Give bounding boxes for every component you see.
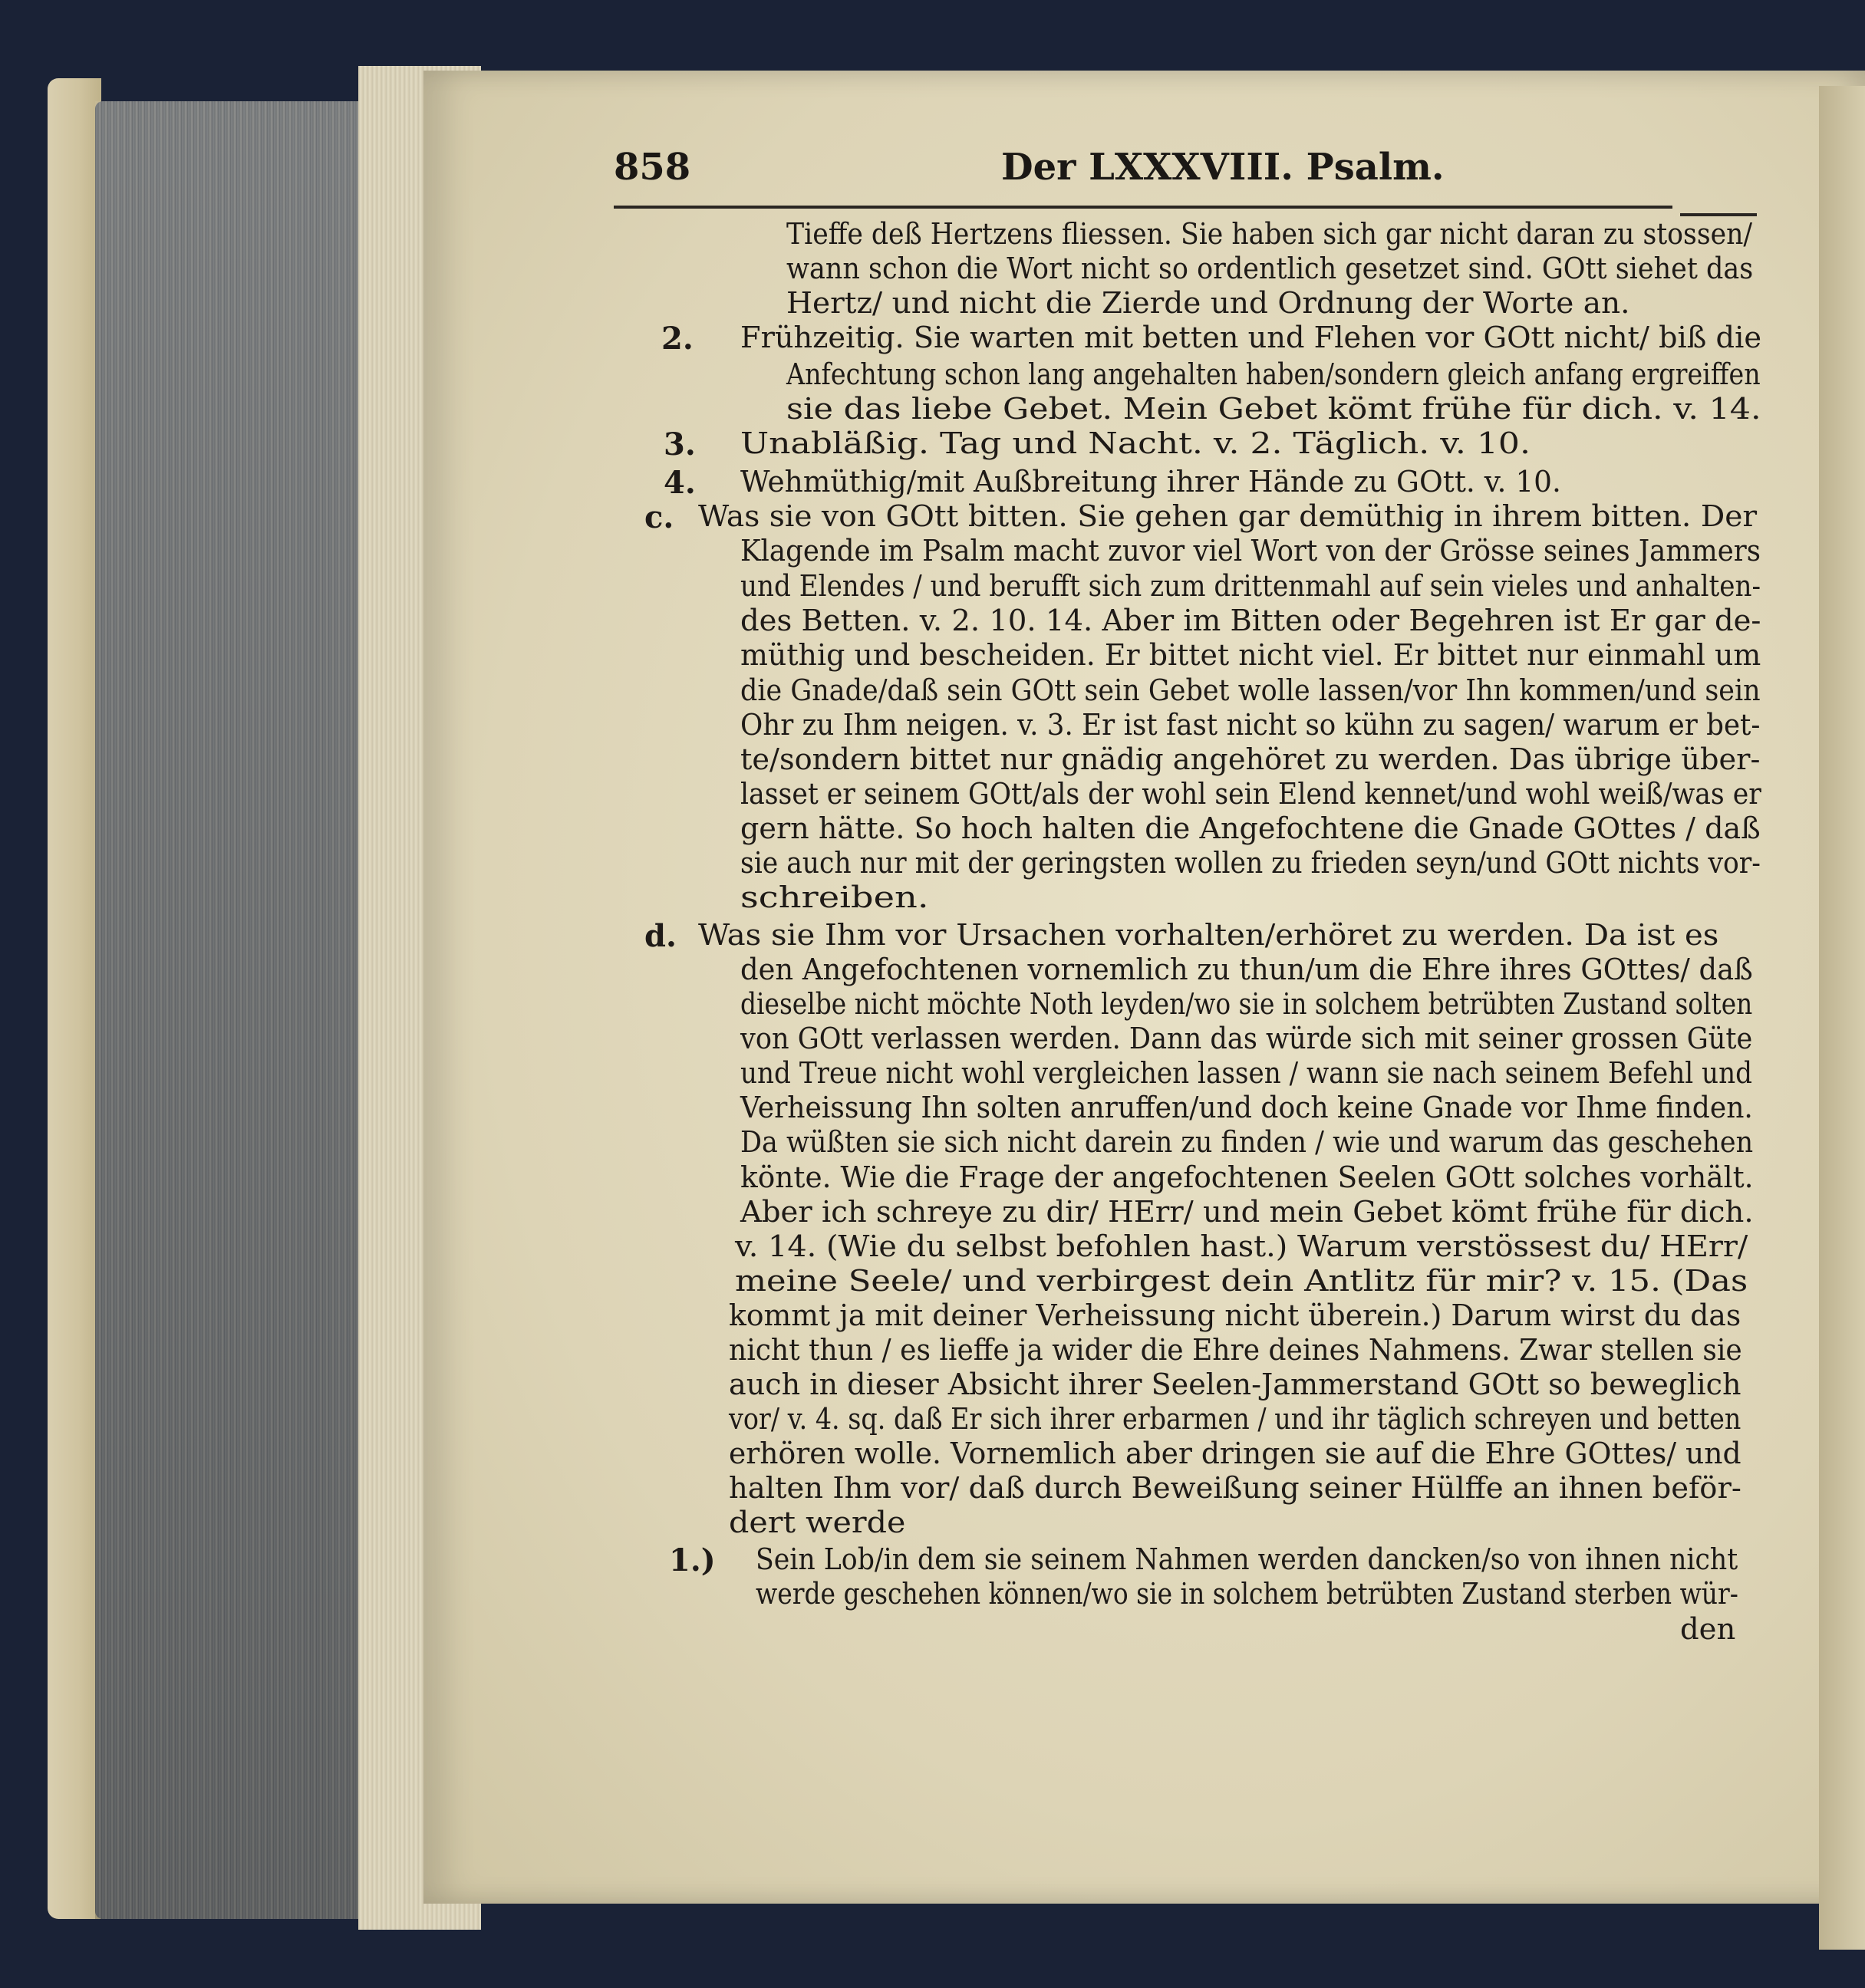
text-line: Aber ich schreye zu dir/ HErr/ und mein Gebet kömt frühe für dich. bbox=[740, 1195, 1754, 1229]
text-line: und Treue nicht wohl vergleichen lassen / wann sie nach seinem Befehl und bbox=[740, 1056, 1753, 1090]
text-line: den bbox=[1680, 1612, 1736, 1646]
text-line: Klagende im Psalm macht zuvor viel Wort von der Grösse seines Jammers bbox=[740, 534, 1761, 568]
list-marker: 4. bbox=[664, 465, 696, 501]
page-curl bbox=[1819, 86, 1865, 1950]
text-line: Ohr zu Ihm neigen. v. 3. Er ist fast nicht so kühn zu sagen/ warum er bet- bbox=[740, 708, 1761, 742]
text-line: die Gnade/daß sein GOtt sein Gebet wolle lassen/vor Ihn kommen/und sein bbox=[740, 673, 1761, 707]
text-line: erhören wolle. Vornemlich aber dringen sie auf die Ehre GOttes/ und bbox=[729, 1437, 1741, 1470]
text-line: v. 14. (Wie du selbst befohlen hast.) Warum verstössest du/ HErr/ bbox=[735, 1229, 1748, 1263]
header-rule bbox=[614, 206, 1672, 209]
text-line: nicht thun / es lieffe ja wider die Ehre deines Nahmens. Zwar stellen sie bbox=[729, 1333, 1742, 1367]
text-line: kommt ja mit deiner Verheissung nicht überein.) Darum wirst du das bbox=[729, 1298, 1741, 1332]
text-line: des Betten. v. 2. 10. 14. Aber im Bitten oder Begehren ist Er gar de- bbox=[740, 604, 1761, 637]
text-line: Frühzeitig. Sie warten mit betten und Flehen vor GOtt nicht/ biß die bbox=[740, 321, 1762, 354]
text-line: Tieffe deß Hertzens fliessen. Sie haben sich gar nicht daran zu stossen/ bbox=[786, 217, 1753, 251]
list-marker: d. bbox=[644, 918, 677, 954]
text-line: Anfechtung schon lang angehalten haben/sondern gleich anfang ergreiffen bbox=[786, 357, 1761, 391]
text-line: vor/ v. 4. sq. daß Er sich ihrer erbarmen / und ihr täglich schreyen und betten bbox=[729, 1402, 1741, 1436]
page-number: 858 bbox=[614, 146, 691, 189]
text-line: dieselbe nicht möchte Noth leyden/wo sie in solchem betrübten Zustand solten bbox=[740, 987, 1753, 1021]
text-line: sie auch nur mit der geringsten wollen zu frieden seyn/und GOtt nichts vor- bbox=[740, 846, 1761, 880]
text-line: schreiben. bbox=[740, 880, 929, 914]
text-line: Hertz/ und nicht die Zierde und Ordnung der Worte an. bbox=[786, 286, 1630, 320]
text-line: Da wüßten sie sich nicht darein zu finden / wie und warum das geschehen bbox=[740, 1125, 1754, 1159]
text-line: von GOtt verlassen werden. Dann das würde sich mit seiner grossen Güte bbox=[740, 1022, 1753, 1055]
text-line: Verheissung Ihn solten anruffen/und doch keine Gnade vor Ihme finden. bbox=[740, 1091, 1753, 1124]
text-line: sie das liebe Gebet. Mein Gebet kömt frühe für dich. v. 14. bbox=[786, 392, 1761, 426]
text-line: gern hätte. So hoch halten die Angefochtene die Gnade GOttes / daß bbox=[740, 811, 1761, 845]
text-line: Wehmüthig/mit Außbreitung ihrer Hände zu GOtt. v. 10. bbox=[740, 465, 1561, 499]
book-cover-edge bbox=[48, 78, 101, 1919]
text-line: Sein Lob/in dem sie seinem Nahmen werden dancken/so von ihnen nicht bbox=[756, 1542, 1738, 1576]
text-line: müthig und bescheiden. Er bittet nicht viel. Er bittet nur einmahl um bbox=[740, 638, 1761, 672]
text-line: werde geschehen können/wo sie in solchem betrübten Zustand sterben wür- bbox=[756, 1577, 1738, 1611]
text-line: den Angefochtenen vornemlich zu thun/um die Ehre ihres GOttes/ daß bbox=[740, 953, 1753, 986]
text-line: könte. Wie die Frage der angefochtenen Seelen GOtt solches vorhält. bbox=[740, 1160, 1754, 1194]
list-marker: 3. bbox=[664, 426, 696, 462]
text-line: lasset er seinem GOtt/als der wohl sein Elend kennet/und wohl weiß/was er bbox=[740, 777, 1761, 811]
list-marker: 2. bbox=[661, 321, 694, 357]
running-title: Der LXXXVIII. Psalm. bbox=[1001, 146, 1445, 189]
text-line: und Elendes / und berufft sich zum drittenmahl auf sein vieles und anhalten- bbox=[740, 569, 1761, 603]
text-line: wann schon die Wort nicht so ordentlich gesetzet sind. GOtt siehet das bbox=[786, 252, 1754, 285]
text-line: Was sie von GOtt bitten. Sie gehen gar demüthig in ihrem bitten. Der bbox=[698, 499, 1758, 533]
text-line: auch in dieser Absicht ihrer Seelen-Jammerstand GOtt so beweglich bbox=[729, 1368, 1741, 1401]
text-line: te/sondern bittet nur gnädig angehöret zu werden. Das übrige über- bbox=[740, 742, 1761, 776]
text-line: meine Seele/ und verbirgest dein Antlitz für mir? v. 15. (Das bbox=[735, 1264, 1748, 1298]
text-line: halten Ihm vor/ daß durch Beweißung seiner Hülffe an ihnen beför- bbox=[729, 1471, 1741, 1505]
text-line: dert werde bbox=[729, 1506, 906, 1539]
list-marker: 1.) bbox=[669, 1542, 716, 1578]
text-line: Unabläßig. Tag und Nacht. v. 2. Täglich. v. 10. bbox=[740, 426, 1531, 460]
list-marker: c. bbox=[644, 499, 674, 535]
text-line: Was sie Ihm vor Ursachen vorhalten/erhöret zu werden. Da ist es bbox=[698, 918, 1719, 952]
header-rule-short bbox=[1680, 213, 1757, 216]
